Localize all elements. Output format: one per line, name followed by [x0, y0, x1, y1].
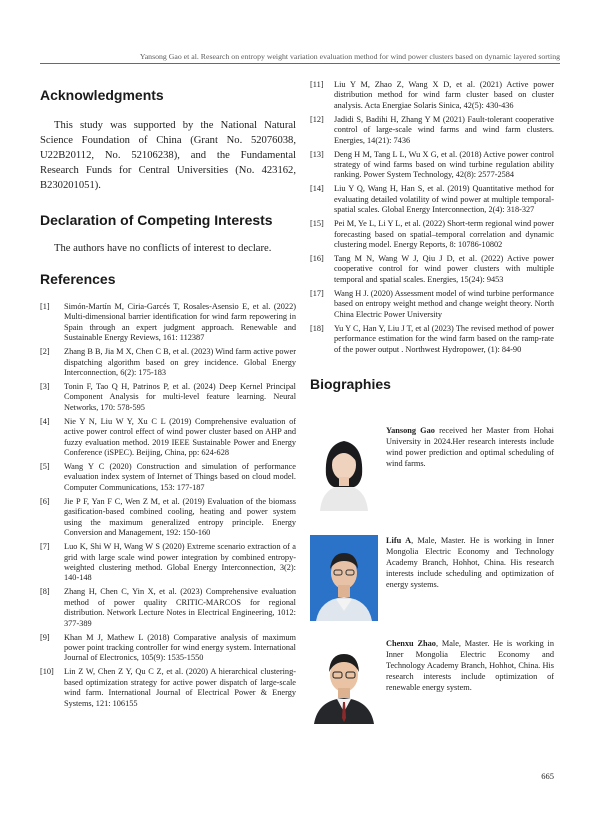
biography-body: , Male, Master. He is working in Inner Mongolia Electric Economy and Technology Academy Branch, Hohhot, China. His research interests include optimization of renewable energy system. — [386, 639, 554, 692]
acknowledgments-heading: Acknowledgments — [40, 87, 164, 103]
right-column — [310, 80, 554, 393]
reference-text: Nie Y N, Liu W Y, Xu C L (2019) Comprehensive evaluation of active power control effect of wind power cluster based on AHP and fuzzy evaluation method. 2019 IEEE Sustainable Power and Energy Conference (iSPEC). Beijing, China, pp: 624-628 — [64, 416, 296, 458]
author-photo — [310, 638, 378, 724]
reference-text: Tang M N, Wang W J, Qiu J D, et al. (2022) Active power cooperative control for wind power clusters with multiple temporal and spatial scales. Energies, 15(24): 9453 — [334, 254, 554, 284]
reference-item — [40, 497, 296, 539]
author-name: Lifu A — [386, 536, 412, 545]
author-photo — [310, 425, 378, 511]
biography-text — [386, 638, 554, 693]
reference-number: [11] — [310, 80, 324, 89]
reference-text: Wang Y C (2020) Construction and simulation of performance evaluation index system of Internet of Things based on cloud model. Computer Communications, 153: 177-187 — [64, 462, 296, 492]
reference-number: [10] — [40, 667, 54, 677]
reference-text: Zhang B B, Jia M X, Chen C B, et al. (2023) Wind farm active power dispatching algorithm based on grey incidence. Global Energy Interconnection, 6(2): 175-183 — [64, 347, 296, 378]
reference-item — [40, 587, 296, 629]
reference-number: [17] — [310, 288, 324, 298]
header-rule — [40, 63, 560, 64]
reference-number: [1] — [40, 302, 50, 311]
reference-number: [14] — [310, 184, 324, 194]
reference-item — [40, 633, 296, 664]
reference-text: Jie P F, Yan F C, Wen Z M, et al. (2019) Evaluation of the biomass gasification-based combined cooling, heating and power system using the maximum generalized entropy principle. Energy Conversion and Management, 192: 150-160 — [64, 496, 296, 538]
reference-item — [40, 417, 296, 459]
reference-number: [2] — [40, 347, 50, 357]
reference-text: Jadidi S, Badihi H, Zhang Y M (2021) Fault-tolerant cooperative control of large-scale wind farms and wind farm clusters. Energies, 14(21): 7436 — [334, 114, 554, 145]
reference-text: Liu Y M, Zhao Z, Wang X D, et al. (2021) Active power distribution method for wind farm cluster based on cluster analysis. Acta Energiae Solaris Sinica, 42(5): 430-436 — [334, 80, 554, 110]
reference-item — [40, 462, 296, 493]
reference-text: Luo K, Shi W H, Wang W S (2020) Extreme scenario extraction of a grid with large scale wind power integration by combined entropy-weighted clustering method. Global Energy Interconnection, 3(2): 140-148 — [64, 542, 296, 583]
page-number: 665 — [541, 771, 554, 781]
reference-number: [4] — [40, 416, 50, 426]
reference-number: [9] — [40, 632, 50, 642]
author-photo — [310, 535, 378, 621]
reference-text: Deng H M, Tang L L, Wu X G, et al. (2018) Active power control strategy of wind farms based on wind turbine regulation ability ranking. Power System Technology, 42(8): 2577-2584 — [334, 149, 554, 180]
biography-body: received her Master from Hohai University in 2024.Her research interests include wind power prediction and optimal scheduling of wind farms. — [386, 426, 554, 468]
biography-body: , Male, Master. He is working in Inner Mongolia Electric Economy and Technology Academy Branch, Hohhot, China. His research interests include scheduling and optimization of energy systems. — [386, 536, 554, 589]
reference-text: Yu Y C, Han Y, Liu J T, et al (2023) The revised method of power performance estimation for the wind farm based on the ramp-rate of the power output . Northwest Hydropower, (1): 84-90 — [334, 323, 554, 354]
reference-item — [40, 382, 296, 413]
reference-text: Wang H J. (2020) Assessment model of wind turbine performance based on entropy weight method and change weight theory. North China Electric Power University — [334, 288, 554, 319]
biography-chenxu-zhao — [310, 638, 554, 728]
reference-text: Liu Y Q, Wang H, Han S, et al. (2019) Quantitative method for evaluating detailed volatility of wind power at multiple temporal-spatial scales. Global Energy Interconnection, 2(4): 318-327 — [334, 184, 554, 215]
reference-text: Lin Z W, Chen Z Y, Qu C Z, et al. (2020) A hierarchical clustering-based optimization strategy for active power dispatch of large-scale wind farm. International Journal of Electrical Power & Energy Systems, 121: 106155 — [64, 667, 296, 708]
reference-text: Pei M, Ye L, Li Y L, et al. (2022) Short-term regional wind power forecasting based on spatial–temporal correlation and dynamic clustering model. Energy Reports, 8: 10786-10802 — [334, 219, 554, 250]
reference-item — [40, 667, 296, 709]
reference-item — [310, 289, 554, 320]
reference-item — [40, 302, 296, 344]
reference-text: Zhang H, Chen C, Yin X, et al. (2023) Comprehensive evaluation method of power quality CRITIC-MARCOS for regional distribution. Network Lecture Notes in Electrical Engineering, 1012: 377-389 — [64, 587, 296, 628]
reference-text: Khan M J, Mathew L (2018) Comparative analysis of maximum power point tracking controller for wind energy system. International Journal of Electronics, 105(9): 1535-1550 — [64, 632, 296, 663]
reference-number: [6] — [40, 496, 50, 506]
competing-interests-text: The authors have no conflicts of interest to declare. — [54, 243, 272, 254]
biography-yansong-gao — [310, 425, 554, 515]
author-name: Yansong Gao — [386, 426, 435, 435]
reference-list-right — [310, 80, 554, 355]
reference-item — [310, 254, 554, 285]
left-column — [40, 80, 296, 713]
reference-number: [12] — [310, 114, 324, 124]
reference-number: [7] — [40, 542, 50, 552]
reference-text: Tonin F, Tao Q H, Patrinos P, et al. (2024) Deep Kernel Principal Component Analysis for multi-level feature learning. Neural Networks, 170: 578-595 — [64, 382, 296, 412]
reference-number: [5] — [40, 462, 50, 472]
reference-number: [8] — [40, 587, 50, 597]
reference-number: [13] — [310, 149, 324, 159]
references-heading: References — [40, 271, 116, 287]
reference-item — [40, 347, 296, 378]
competing-interests-heading: Declaration of Competing Interests — [40, 212, 273, 228]
biography-lifu-a — [310, 535, 554, 625]
reference-item — [310, 80, 554, 111]
running-header: Yansong Gao et al. Research on entropy weight variation evaluation method for wind power clusters based on dynamic layered sorting — [139, 52, 560, 61]
reference-number: [18] — [310, 323, 324, 333]
reference-number: [15] — [310, 219, 324, 229]
biographies-heading: Biographies — [310, 375, 391, 392]
reference-item — [40, 542, 296, 584]
reference-number: [3] — [40, 382, 50, 392]
biography-text — [386, 425, 554, 469]
reference-item — [310, 219, 554, 250]
acknowledgments-text: This study was supported by the National Natural Science Foundation of China (Grant No. 52076038, U22B20112, No. 52106238), and the Fundamental Research Funds for Central Universities (No. 423162, B230201051). — [40, 120, 296, 191]
reference-list-left — [40, 302, 296, 709]
reference-number: [16] — [310, 254, 324, 264]
author-name: Chenxu Zhao — [386, 639, 436, 648]
reference-item — [310, 115, 554, 146]
reference-text: Simón-Martín M, Ciria-Garcés T, Rosales-Asensio E, et al. (2022) Multi-dimensional barrier identification for wind farm repowering in Spain through an expert judgment approach. Renewable and Sustainable Energy Reviews, 161: 112387 — [64, 302, 296, 343]
reference-item — [310, 150, 554, 181]
reference-item — [310, 184, 554, 215]
biography-text — [386, 535, 554, 590]
reference-item — [310, 324, 554, 355]
